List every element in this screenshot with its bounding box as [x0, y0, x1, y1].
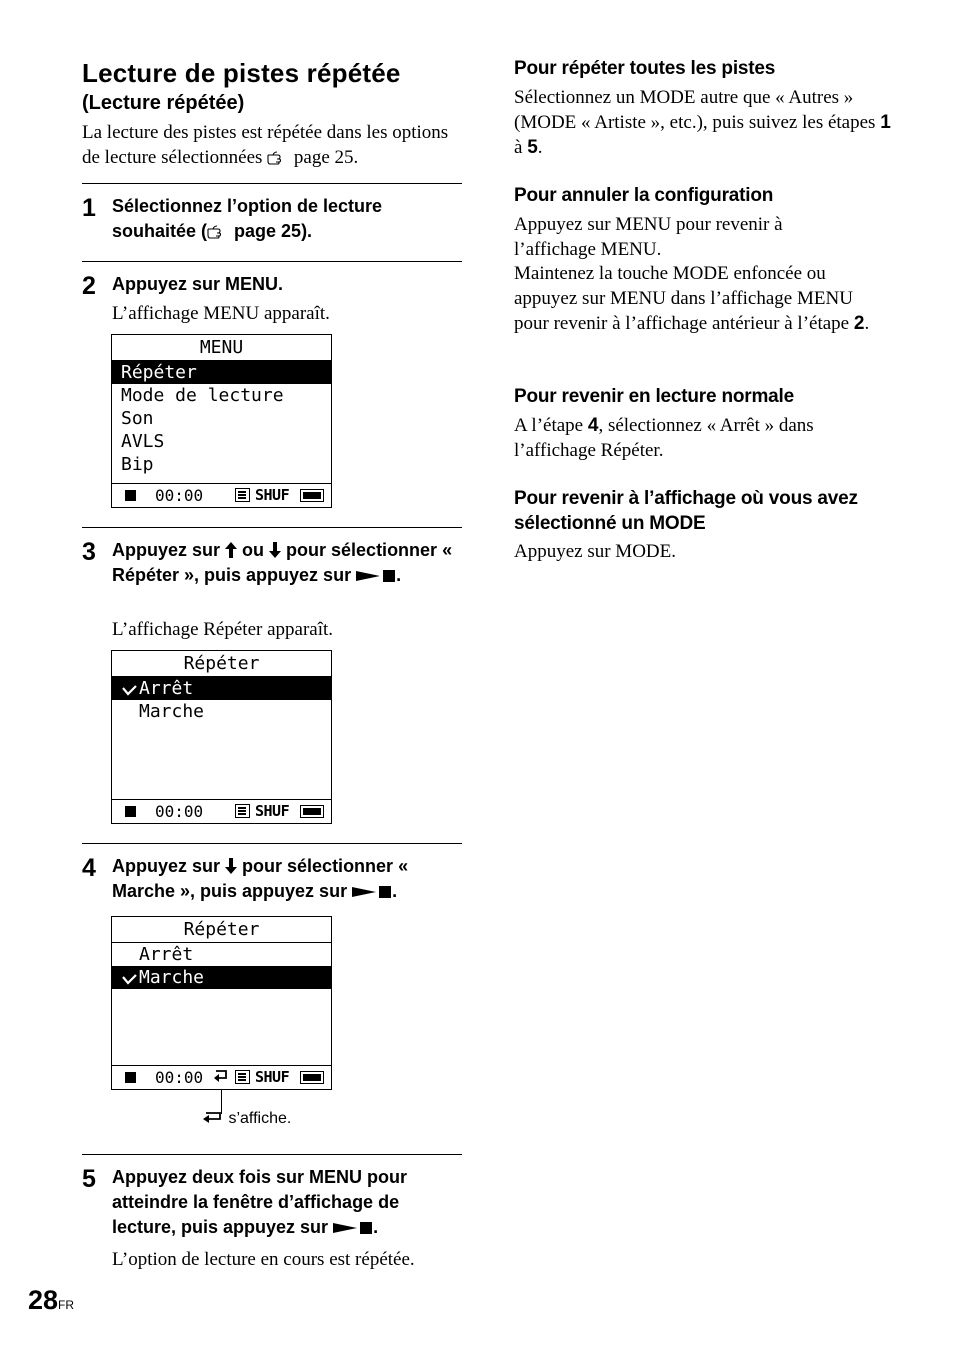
play-stop-icon [356, 569, 396, 583]
arrow-up-icon [225, 542, 237, 558]
step-5-text: Appuyez deux fois sur MENU pour atteindre la fenêtre d’affichage de lecture, puis appuyez sur . [112, 1167, 408, 1237]
screen-status-bar [112, 799, 331, 823]
divider [82, 183, 462, 184]
battery-icon [300, 489, 324, 502]
repeat-screen-off [111, 650, 332, 824]
shuffle-label: SHUF [255, 1068, 290, 1086]
step-number: 3 [82, 538, 96, 566]
pointing-hand-icon [207, 225, 229, 239]
repeat-icon [213, 1069, 230, 1085]
step-4-text: Appuyez sur pour sélectionner « Marche », puis appuyez sur . [112, 856, 409, 901]
shuffle-label: SHUF [255, 802, 290, 820]
step-3-note: L’affichage Répéter apparaît. [112, 619, 334, 640]
divider [82, 527, 462, 528]
menu-item-repeter: Répéter [112, 361, 331, 384]
page-language: FR [58, 1298, 74, 1312]
option-marche-selected: Marche [112, 966, 331, 989]
list-icon [235, 488, 250, 502]
screen-header: Répéter [112, 917, 331, 943]
section-heading: Pour revenir en lecture normale [514, 386, 794, 407]
battery-icon [300, 805, 324, 818]
step-1-text: Sélectionnez l’option de lecture souhaitée ( page 25). [112, 196, 383, 241]
screen-status-bar [112, 1065, 331, 1089]
screen-header: MENU [112, 335, 331, 361]
section-text: Appuyez sur MENU pour revenir à l’affichage MENU. [514, 214, 783, 260]
section-heading: Pour revenir à l’affichage où vous avez sélectionné un MODE [514, 488, 858, 534]
pointing-hand-icon [267, 151, 289, 165]
battery-icon [300, 1071, 324, 1084]
screen-status-bar [112, 483, 331, 507]
section-text: Sélectionnez un MODE autre que « Autres » (MODE « Artiste », etc.), puis suivez les étapes 1 à 5. [514, 87, 891, 158]
stop-icon [125, 1072, 136, 1083]
time-readout: 00:00 [155, 486, 204, 505]
menu-screen [111, 334, 332, 508]
step-number: 1 [82, 194, 96, 222]
play-stop-icon [333, 1221, 373, 1235]
arrow-down-icon [225, 858, 237, 874]
list-icon [235, 804, 250, 818]
section-text: Appuyez sur MODE. [514, 541, 677, 562]
list-icon [235, 1070, 250, 1084]
step-2-text: Appuyez sur MENU. [112, 274, 284, 294]
section-text: Maintenez la touche MODE enfoncée ou appuyez sur MENU dans l’affichage MENU pour revenir à l’affichage antérieur à l’étape 2. [514, 263, 870, 334]
page-number: 28 [28, 1285, 59, 1315]
section-text: A l’étape 4, sélectionnez « Arrêt » dans l’affichage Répéter. [514, 415, 814, 461]
menu-item-mode: Mode de lecture [121, 385, 284, 406]
check-icon [121, 684, 139, 696]
step-3-text: Appuyez sur ou pour sélectionner « Répéter », puis appuyez sur . [112, 540, 453, 585]
divider [82, 843, 462, 844]
step-2-note: L’affichage MENU apparaît. [112, 303, 330, 324]
page-title: Lecture de pistes répétée [82, 58, 401, 88]
step-number: 5 [82, 1165, 96, 1193]
section-heading: Pour annuler la configuration [514, 185, 774, 206]
time-readout: 00:00 [155, 802, 204, 821]
arrow-down-icon [269, 542, 281, 558]
menu-item-son: Son [121, 408, 154, 429]
callout-label: s’affiche. [202, 1110, 291, 1128]
option-arret-selected: Arrêt [112, 677, 331, 700]
stop-icon [125, 806, 136, 817]
time-readout: 00:00 [155, 1068, 204, 1087]
divider [82, 261, 462, 262]
section-heading: Pour répéter toutes les pistes [514, 58, 776, 79]
screen-header: Répéter [112, 651, 331, 677]
shuffle-label: SHUF [255, 486, 290, 504]
stop-icon [125, 490, 136, 501]
repeat-screen-on [111, 916, 332, 1090]
menu-item-avls: AVLS [121, 431, 165, 452]
repeat-icon [202, 1111, 224, 1125]
intro-paragraph: La lecture des pistes est répétée dans les options de lecture sélectionnées page 25. [82, 122, 449, 168]
check-icon [121, 973, 139, 985]
play-stop-icon [352, 885, 392, 899]
step-number: 2 [82, 272, 96, 300]
step-number: 4 [82, 854, 96, 882]
step-5-note: L’option de lecture en cours est répétée. [112, 1249, 415, 1270]
menu-item-bip: Bip [121, 454, 154, 475]
option-marche: Marche [139, 701, 205, 722]
page-subtitle: (Lecture répétée) [82, 92, 245, 114]
divider [82, 1154, 462, 1155]
option-arret: Arrêt [139, 944, 194, 965]
